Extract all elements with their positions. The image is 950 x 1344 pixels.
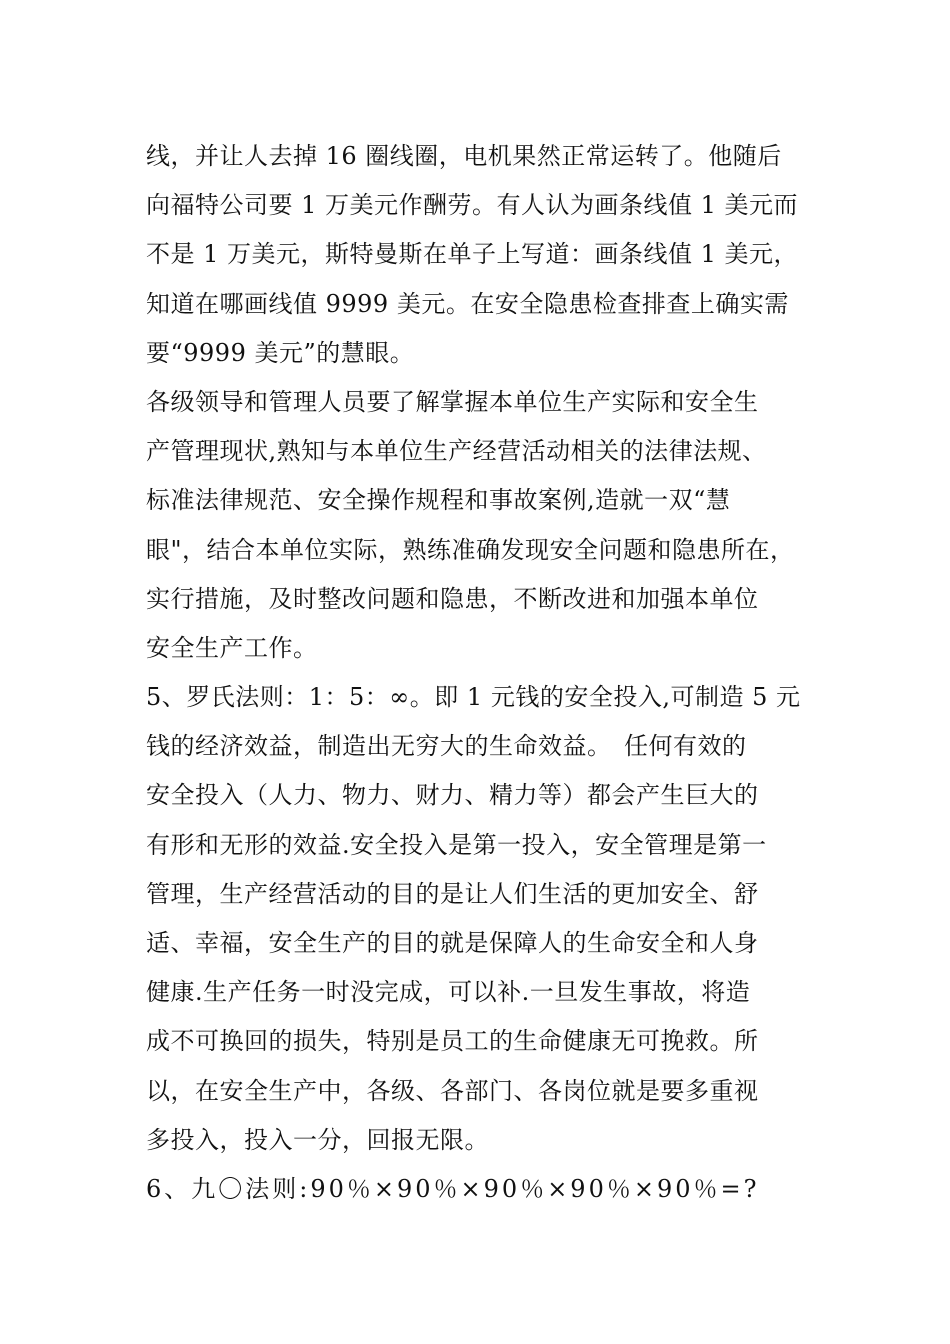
text-line: 以，在安全生产中，各级、各部门、各岗位就是要多重视 xyxy=(146,1076,759,1105)
text-line: 安全投入（人力、物力、财力、精力等）都会产生巨大的 xyxy=(146,781,759,810)
text-line: 要“9999 美元”的慧眼。 xyxy=(146,338,415,367)
text-line: 5、罗氏法则：1：5：∞。即 1 元钱的安全投入,可制造 5 元 xyxy=(146,683,801,712)
text-line: 管理，生产经营活动的目的是让人们生活的更加安全、舒 xyxy=(146,879,759,908)
text-line: 安全生产工作。 xyxy=(146,633,318,662)
text-line: 多投入，投入一分，回报无限。 xyxy=(146,1125,489,1154)
text-line: 不是 1 万美元，斯特曼斯在单子上写道：画条线值 1 美元， xyxy=(146,240,799,269)
text-line: 知道在哪画线值 9999 美元。在安全隐患检查排查上确实需 xyxy=(146,289,789,318)
text-line: 有形和无形的效益.安全投入是第一投入，安全管理是第一 xyxy=(146,830,767,859)
text-line: 标准法律规范、安全操作规程和事故案例,造就一双“慧 xyxy=(146,486,731,515)
text-line: 线，并让人去掉 16 圈线圈，电机果然正常运转了。他随后 xyxy=(146,142,782,170)
text-line: 6、九〇法则:90％×90％×90％×90％×90％=? xyxy=(146,1174,760,1203)
text-line: 健康.生产任务一时没完成，可以补.一旦发生事故，将造 xyxy=(146,978,751,1007)
text-line: 向福特公司要 1 万美元作酬劳。有人认为画条线值 1 美元而 xyxy=(146,191,799,220)
text-line: 钱的经济效益，制造出无穷大的生命效益。 任何有效的 xyxy=(146,732,747,761)
text-line: 产管理现状,熟知与本单位生产经营活动相关的法律法规、 xyxy=(146,437,767,466)
body-text xyxy=(146,132,826,1214)
text-line: 眼"，结合本单位实际，熟练准确发现安全问题和隐患所在， xyxy=(146,535,795,564)
text-line: 适、幸福，安全生产的目的就是保障人的生命安全和人身 xyxy=(146,929,759,957)
text-line: 实行措施，及时整改问题和隐患，不断改进和加强本单位 xyxy=(146,584,759,613)
text-line: 成不可换回的损失，特别是员工的生命健康无可挽救。所 xyxy=(146,1027,759,1056)
text-line: 各级领导和管理人员要了解掌握本单位生产实际和安全生 xyxy=(146,387,759,416)
